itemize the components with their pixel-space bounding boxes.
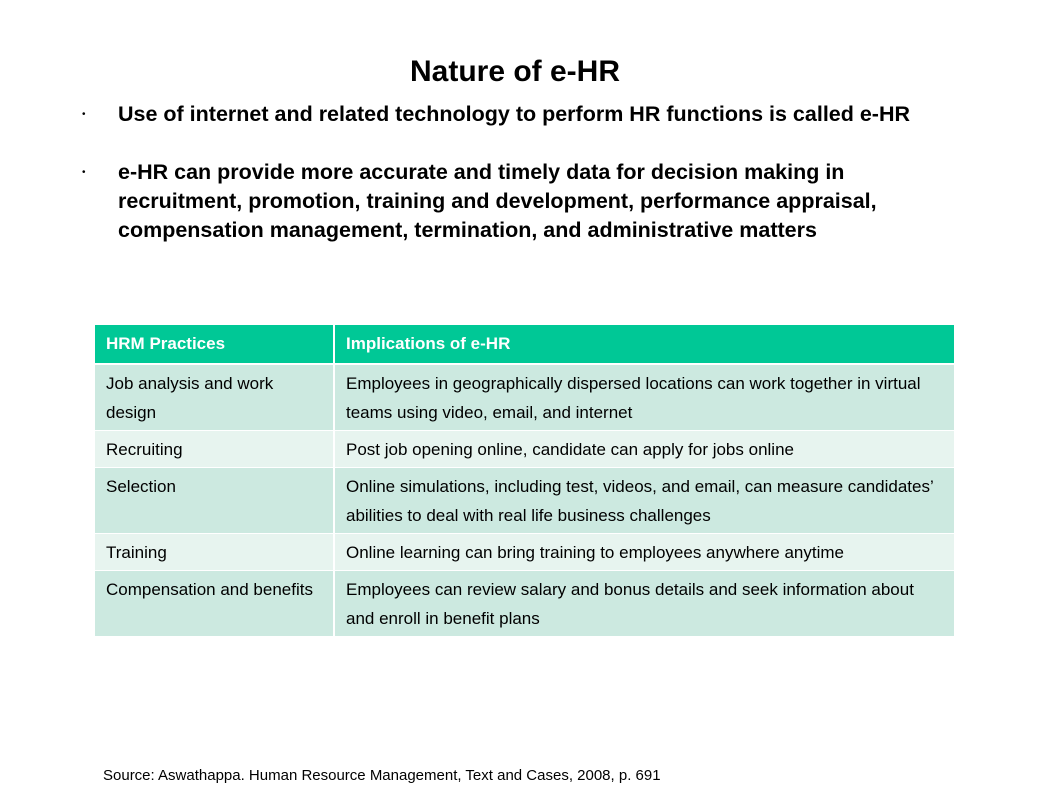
slide-title: Nature of e-HR bbox=[409, 55, 620, 88]
practice-cell: Selection bbox=[95, 468, 334, 534]
bullet-item bbox=[82, 158, 942, 245]
header-implications: Implications of e-HR bbox=[334, 325, 954, 364]
source-citation: Source: Aswathappa. Human Resource Management, Text and Cases, 2008, p. 691 bbox=[103, 767, 661, 784]
bullet-list bbox=[82, 100, 942, 245]
table-row bbox=[95, 364, 954, 431]
implication-cell: Post job opening online, candidate can apply for jobs online bbox=[334, 431, 954, 468]
bullet-dot-icon: • bbox=[82, 167, 86, 178]
practice-cell: Training bbox=[95, 534, 334, 571]
header-hrm-practices: HRM Practices bbox=[95, 325, 334, 364]
bullet-dot-icon: • bbox=[82, 109, 86, 120]
practice-cell: Job analysis and work design bbox=[95, 364, 334, 431]
hr-practices-table bbox=[95, 325, 954, 636]
bullet-text: e-HR can provide more accurate and timely data for decision making in recruitment, promotion, training and development, performance appraisal, compensation management, termination, and administrative matters bbox=[118, 160, 877, 242]
practice-cell: Compensation and benefits bbox=[95, 571, 334, 637]
implication-cell: Online simulations, including test, videos, and email, can measure candidates’ abilities to deal with real life business challenges bbox=[334, 468, 954, 534]
implication-cell: Online learning can bring training to employees anywhere anytime bbox=[334, 534, 954, 571]
implication-cell: Employees can review salary and bonus details and seek information about and enroll in benefit plans bbox=[334, 571, 954, 637]
bullet-item bbox=[82, 100, 942, 129]
table-row bbox=[95, 571, 954, 637]
bullet-text: Use of internet and related technology to perform HR functions is called e-HR bbox=[118, 102, 911, 126]
table-header-row bbox=[95, 325, 954, 364]
implication-cell: Employees in geographically dispersed locations can work together in virtual teams using video, email, and internet bbox=[334, 364, 954, 431]
table-row bbox=[95, 534, 954, 571]
table-row bbox=[95, 431, 954, 468]
practice-cell: Recruiting bbox=[95, 431, 334, 468]
table-row bbox=[95, 468, 954, 534]
